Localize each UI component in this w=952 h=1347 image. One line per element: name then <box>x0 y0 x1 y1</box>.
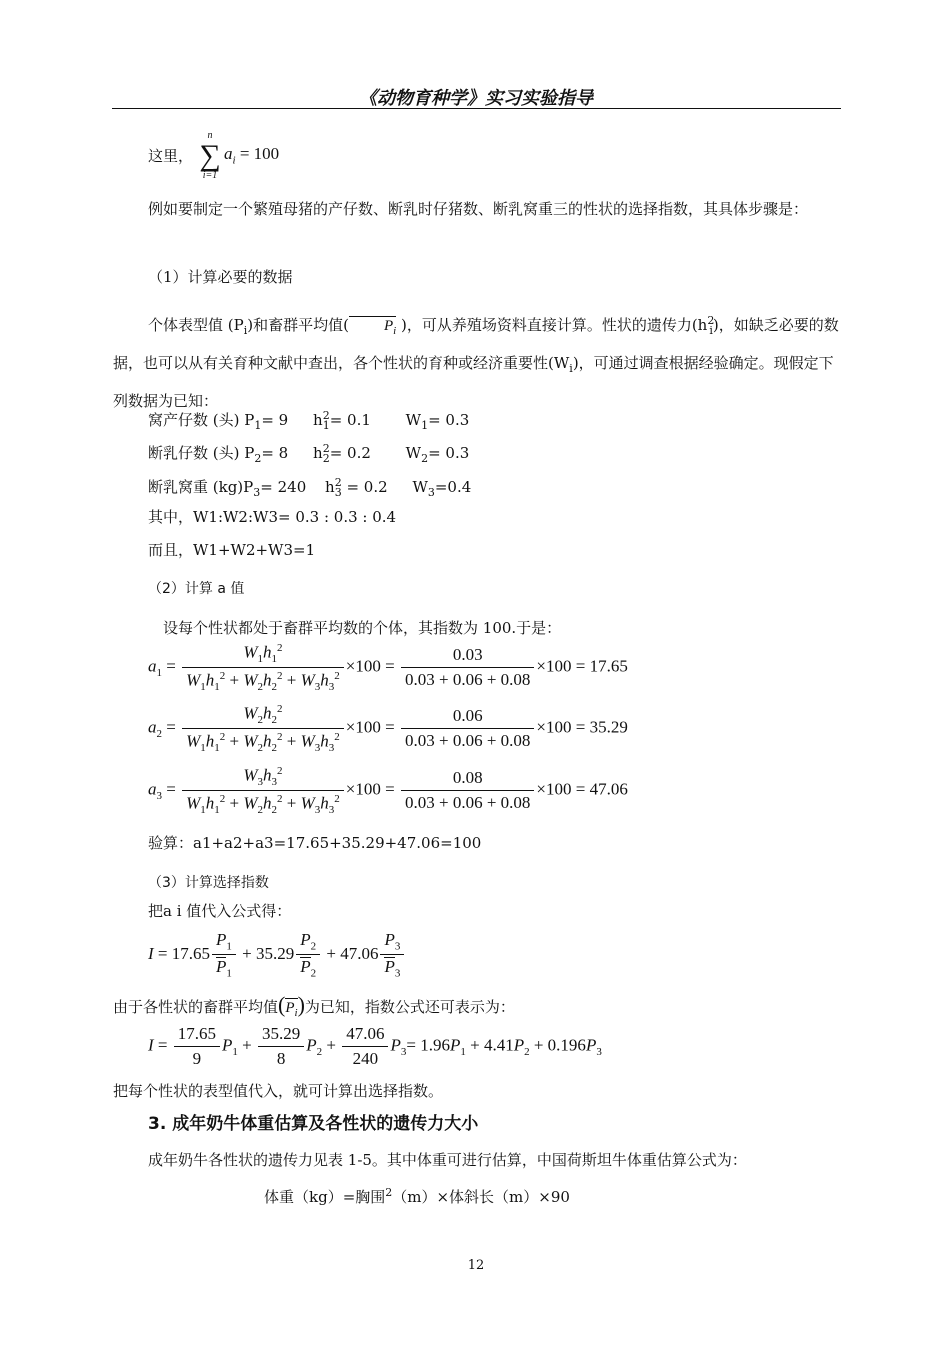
body-weight-formula: 体重（kg）=胸围$^2$（m）×体斜长（m）×90 <box>264 1186 570 1206</box>
sum-value: = 100 <box>239 144 280 163</box>
paragraph-data-sources: 个体表型值 $(P_i)$和畜群平均值( $P_i$ )，可从养殖场资料直接计算。性状的遗传力$(h^2_i)$，如缺乏必要的数据，也可以从有关育种文献中查出，各个性状的育种或经济重要性$(W_i)$，可通过调查根据经验确定。现假定下列数据为已知： <box>113 314 839 410</box>
data-row-3: 断乳窝重 $(kg)P_3= 240$ $h_3^2 = 0.2$ $W_3=0.4$ <box>148 476 472 499</box>
equation-a2: $a_2$ = $\frac{W_2h_2^2}{W_1h_1^2 + W_2h_2^2 + W_3h_3^2}$ ×100 = $\frac{0.06}{0.03 + 0.06 + 0.08}$ ×100 = 35.29 <box>148 703 628 755</box>
a1-result: 17.65 <box>589 656 628 676</box>
page-header-title: 《动物育种学》实习实验指导 <box>359 88 593 109</box>
sum-upper: n <box>207 130 213 141</box>
header-rule <box>112 108 841 109</box>
since-line: 由于各性状的畜群平均值$(P_i)$为已知，指数公式还可表示为： <box>113 994 515 1022</box>
sigma-symbol: ∑ <box>199 139 221 172</box>
page-number: 12 <box>467 1258 485 1273</box>
sum-lower: i=1 <box>202 170 218 181</box>
paragraph-example: 例如要制定一个繁殖母猪的产仔数、断乳时仔猪数、断乳窝重三的性状的选择指数，其具体步骤是： <box>148 200 809 218</box>
paragraph-cow-heritability: 成年奶牛各性状的遗传力见表 1-5。其中体重可进行估算，中国荷斯坦牛体重估算公式为： <box>148 1151 747 1169</box>
step-3-heading: （3）计算选择指数 <box>148 875 269 891</box>
intro-prefix: 这里， <box>148 147 194 165</box>
a2-result: 35.29 <box>589 717 628 737</box>
sum-term: $a_i = 100$ <box>224 144 280 167</box>
section-3-heading: 3. 成年奶牛体重估算及各性状的遗传力大小 <box>148 1114 479 1134</box>
weight-ratio-line: 其中，W1:W2:W3= 0.3 : 0.3 : 0.4 <box>148 508 397 526</box>
substitute-line: 把a i 值代入公式得： <box>148 902 292 920</box>
intro-line <box>148 145 193 167</box>
simplified-formula: I = $\frac{17.65}{9}$ $P_1$ + $\frac{35.29}{8}$ $P_2$ + $\frac{47.06}{240}$ $P_3= 1.96P_1 + 4.41P_2 + 0.196P_3$ <box>148 1024 602 1068</box>
equation-a3: $a_3$ = $\frac{W_3h_3^2}{W_1h_1^2 + W_2h_2^2 + W_3h_3^2}$ ×100 = $\frac{0.08}{0.03 + 0.06 + 0.08}$ ×100 = 47.06 <box>148 765 628 817</box>
assumption-line: 设每个性状都处于畜群平均数的个体，其指数为 100.于是： <box>163 619 562 637</box>
step-1-heading: （1）计算必要的数据 <box>148 268 293 286</box>
conclusion-line: 把每个性状的表型值代入，就可计算出选择指数。 <box>113 1082 444 1100</box>
verification-line: 验算：a1+a2+a3=17.65+35.29+47.06=100 <box>148 834 482 852</box>
a3-result: 47.06 <box>589 779 628 799</box>
summation <box>199 131 221 181</box>
index-formula: I = 17.65 $\frac{P_1}{P_1}$ + 35.29 $\frac{P_2}{P_2}$ + 47.06 $\frac{P_3}{P_3}$ <box>148 930 406 980</box>
weight-sum-line: 而且，W1+W2+W3=1 <box>148 541 316 559</box>
step-2-heading: （2）计算 a 值 <box>148 581 245 597</box>
equation-a1: $a_1$ = $\frac{W_1h_1^2}{W_1h_1^2 + W_2h_2^2 + W_3h_3^2}$ ×100 = $\frac{0.03}{0.03 + 0.06 + 0.08}$ ×100 = 17.65 <box>148 642 628 694</box>
data-row-2: 断乳仔数 (头) $P_2= 8$ $h_2^2= 0.2$ $W_2= 0.3$ <box>148 442 470 465</box>
data-row-1: 窝产仔数 (头) $P_1= 9$ $h_1^2= 0.1$ $W_1= 0.3$ <box>148 409 470 432</box>
